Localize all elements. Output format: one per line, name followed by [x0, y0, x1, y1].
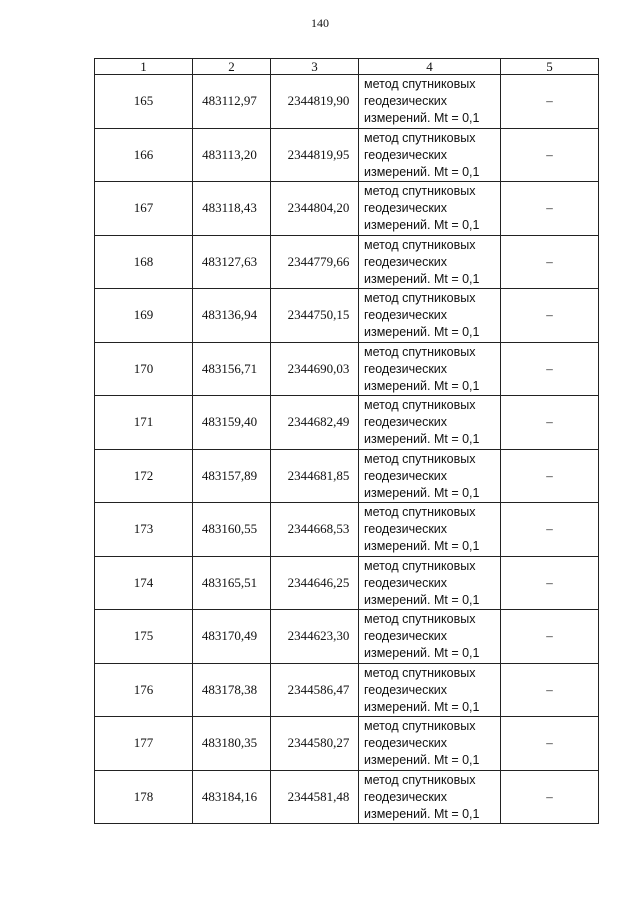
method-text-line: геодезических — [364, 308, 448, 322]
y-coordinate-cell: 2344681,85 — [271, 449, 359, 503]
x-coordinate-cell: 483113,20 — [193, 128, 271, 182]
method-text-line: метод спутниковых — [364, 184, 476, 198]
method-text-line: измерений. Mt = 0,1 — [364, 753, 480, 767]
y-coordinate-cell: 2344623,30 — [271, 610, 359, 664]
method-cell — [359, 449, 501, 503]
x-coordinate-cell: 483118,43 — [193, 182, 271, 236]
table-body — [95, 75, 599, 824]
note-cell: – — [501, 610, 599, 664]
note-cell: – — [501, 556, 599, 610]
method-text-line: метод спутниковых — [364, 398, 476, 412]
method-cell — [359, 717, 501, 771]
method-text-line: геодезических — [364, 629, 448, 643]
x-coordinate-cell: 483170,49 — [193, 610, 271, 664]
y-coordinate-cell: 2344646,25 — [271, 556, 359, 610]
method-cell — [359, 556, 501, 610]
x-coordinate-cell: 483160,55 — [193, 503, 271, 557]
column-header-4: 4 — [359, 59, 501, 75]
method-text-line: метод спутниковых — [364, 719, 476, 733]
method-cell — [359, 770, 501, 824]
point-number-cell: 167 — [95, 182, 193, 236]
point-number-cell: 171 — [95, 396, 193, 450]
note-cell: – — [501, 75, 599, 129]
x-coordinate-cell: 483136,94 — [193, 289, 271, 343]
note-cell: – — [501, 770, 599, 824]
y-coordinate-cell: 2344581,48 — [271, 770, 359, 824]
point-number-cell: 173 — [95, 503, 193, 557]
method-text-line: измерений. Mt = 0,1 — [364, 111, 480, 125]
y-coordinate-cell: 2344819,90 — [271, 75, 359, 129]
method-text-line: измерений. Mt = 0,1 — [364, 806, 480, 821]
note-cell: – — [501, 503, 599, 557]
method-text-line: измерений. Mt = 0,1 — [364, 646, 480, 660]
column-header-5: 5 — [501, 59, 599, 75]
note-cell: – — [501, 128, 599, 182]
method-text-line: метод спутниковых — [364, 665, 476, 680]
method-cell — [359, 610, 501, 664]
table-row — [95, 503, 599, 557]
method-text-line: измерений. Mt = 0,1 — [364, 164, 480, 179]
method-text-line: измерений. Mt = 0,1 — [364, 218, 480, 232]
point-number-cell: 177 — [95, 717, 193, 771]
x-coordinate-cell: 483127,63 — [193, 235, 271, 289]
note-cell: – — [501, 396, 599, 450]
table-row — [95, 770, 599, 824]
y-coordinate-cell: 2344682,49 — [271, 396, 359, 450]
method-text-line: метод спутниковых — [364, 344, 476, 359]
method-text-line: измерений. Mt = 0,1 — [364, 699, 480, 714]
method-text-line: геодезических — [364, 682, 448, 697]
table-row — [95, 75, 599, 129]
method-text-line: геодезических — [364, 736, 448, 750]
method-text-line: метод спутниковых — [364, 558, 476, 573]
x-coordinate-cell: 483178,38 — [193, 663, 271, 717]
y-coordinate-cell: 2344779,66 — [271, 235, 359, 289]
method-text-line: геодезических — [364, 415, 448, 429]
note-cell: – — [501, 663, 599, 717]
table-row — [95, 182, 599, 236]
column-header-2: 2 — [193, 59, 271, 75]
point-number-cell: 168 — [95, 235, 193, 289]
method-text-line: геодезических — [364, 94, 448, 108]
point-number-cell: 172 — [95, 449, 193, 503]
table-row — [95, 717, 599, 771]
y-coordinate-cell: 2344690,03 — [271, 342, 359, 396]
table-row — [95, 128, 599, 182]
note-cell: – — [501, 449, 599, 503]
method-cell — [359, 289, 501, 343]
x-coordinate-cell: 483112,97 — [193, 75, 271, 129]
y-coordinate-cell: 2344804,20 — [271, 182, 359, 236]
method-cell — [359, 503, 501, 557]
y-coordinate-cell: 2344580,27 — [271, 717, 359, 771]
method-text-line: измерений. Mt = 0,1 — [364, 325, 480, 339]
note-cell: – — [501, 235, 599, 289]
method-text-line: геодезических — [364, 201, 448, 215]
table-row — [95, 289, 599, 343]
method-text-line: метод спутниковых — [364, 77, 476, 91]
x-coordinate-cell: 483165,51 — [193, 556, 271, 610]
table-row — [95, 556, 599, 610]
x-coordinate-cell: 483159,40 — [193, 396, 271, 450]
method-text-line: геодезических — [364, 147, 448, 162]
method-cell — [359, 75, 501, 129]
point-number-cell: 170 — [95, 342, 193, 396]
table-row — [95, 663, 599, 717]
x-coordinate-cell: 483157,89 — [193, 449, 271, 503]
method-cell — [359, 128, 501, 182]
method-text-line: геодезических — [364, 361, 448, 376]
point-number-cell: 175 — [95, 610, 193, 664]
method-text-line: метод спутниковых — [364, 612, 476, 626]
table-row — [95, 449, 599, 503]
method-text-line: геодезических — [364, 468, 448, 483]
method-text-line: метод спутниковых — [364, 291, 476, 305]
y-coordinate-cell: 2344586,47 — [271, 663, 359, 717]
method-text-line: метод спутниковых — [364, 772, 476, 787]
method-text-line: метод спутниковых — [364, 237, 476, 252]
method-text-line: метод спутниковых — [364, 505, 476, 519]
method-cell — [359, 182, 501, 236]
note-cell: – — [501, 289, 599, 343]
x-coordinate-cell: 483184,16 — [193, 770, 271, 824]
table-row — [95, 396, 599, 450]
table-header-row — [95, 59, 599, 75]
y-coordinate-cell: 2344750,15 — [271, 289, 359, 343]
method-text-line: измерений. Mt = 0,1 — [364, 271, 480, 286]
table-row — [95, 235, 599, 289]
column-header-1: 1 — [95, 59, 193, 75]
method-text-line: измерений. Mt = 0,1 — [364, 592, 480, 607]
method-cell — [359, 396, 501, 450]
point-number-cell: 169 — [95, 289, 193, 343]
table-row — [95, 342, 599, 396]
note-cell: – — [501, 717, 599, 771]
method-text-line: геодезических — [364, 789, 448, 804]
method-text-line: геодезических — [364, 522, 448, 536]
method-text-line: измерений. Mt = 0,1 — [364, 485, 480, 500]
page-number: 140 — [311, 16, 329, 30]
column-header-3: 3 — [271, 59, 359, 75]
y-coordinate-cell: 2344668,53 — [271, 503, 359, 557]
x-coordinate-cell: 483156,71 — [193, 342, 271, 396]
point-number-cell: 165 — [95, 75, 193, 129]
method-text-line: метод спутниковых — [364, 451, 476, 466]
y-coordinate-cell: 2344819,95 — [271, 128, 359, 182]
method-text-line: геодезических — [364, 575, 448, 590]
note-cell: – — [501, 342, 599, 396]
coordinates-table — [94, 58, 599, 824]
note-cell: – — [501, 182, 599, 236]
method-text-line: измерений. Mt = 0,1 — [364, 378, 480, 393]
method-text-line: измерений. Mt = 0,1 — [364, 539, 480, 553]
method-text-line: измерений. Mt = 0,1 — [364, 432, 480, 446]
method-cell — [359, 342, 501, 396]
method-cell — [359, 663, 501, 717]
method-cell — [359, 235, 501, 289]
point-number-cell: 176 — [95, 663, 193, 717]
method-text-line: метод спутниковых — [364, 130, 476, 145]
x-coordinate-cell: 483180,35 — [193, 717, 271, 771]
table-row — [95, 610, 599, 664]
method-text-line: геодезических — [364, 254, 448, 269]
point-number-cell: 166 — [95, 128, 193, 182]
point-number-cell: 174 — [95, 556, 193, 610]
point-number-cell: 178 — [95, 770, 193, 824]
